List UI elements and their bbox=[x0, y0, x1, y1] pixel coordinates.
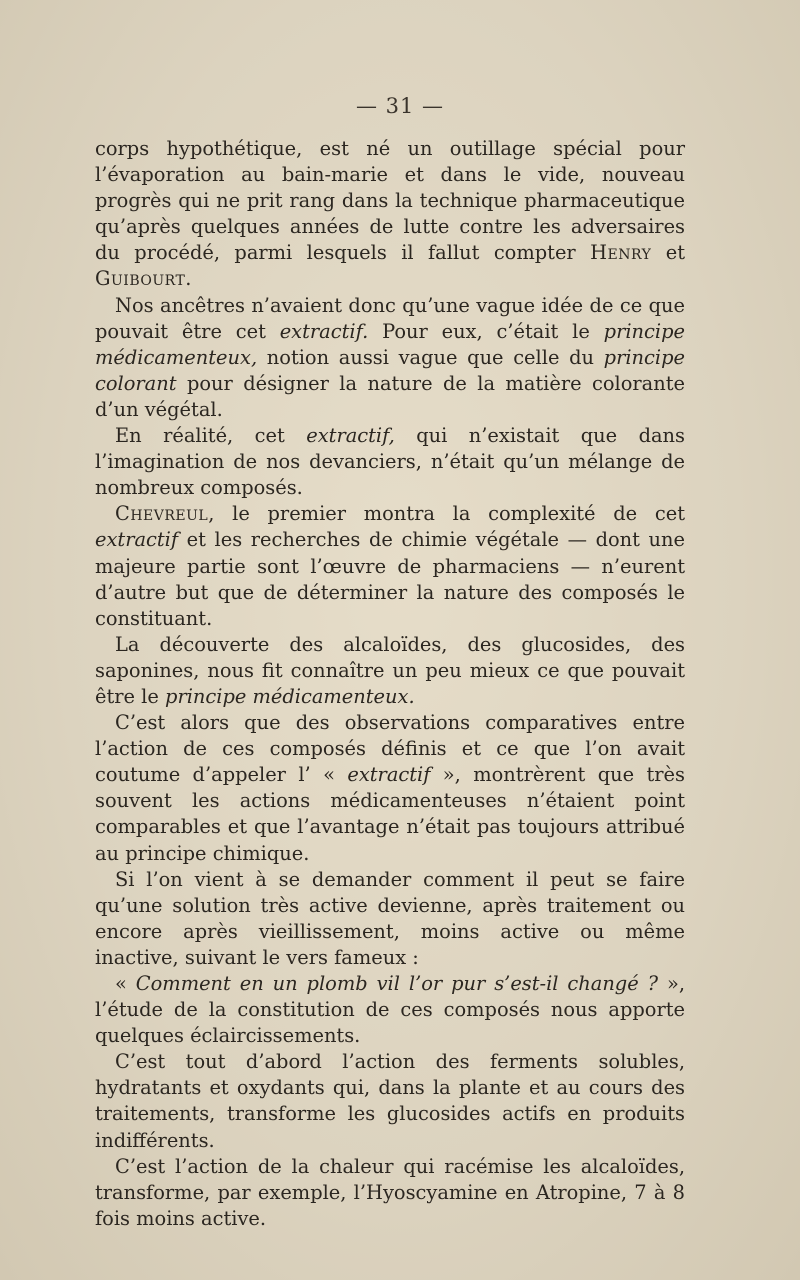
paragraph-ancetres bbox=[95, 293, 685, 423]
paragraph-quotation bbox=[95, 971, 685, 1049]
author-name-chevreul: Chevreul bbox=[115, 502, 209, 526]
paragraph-chaleur bbox=[95, 1154, 685, 1232]
paragraph-text: qui n’existait que dans l’imagination de nos devanciers, n’était qu’un mélange de nombreux composés. bbox=[95, 424, 685, 500]
paragraph-text: notion aussi vague que celle du bbox=[257, 345, 604, 369]
paragraph-ferments bbox=[95, 1049, 685, 1153]
paragraph-text: La découverte des alcaloïdes, des glucosides, des saponines, nous fit connaître un peu mieux ce que pouvait être le bbox=[95, 632, 685, 708]
paragraph-text: C’est tout d’abord l’action des ferments solubles, hydratants et oxydants qui, dans la plante et au cours des traitements, transforme les glucosides actifs en produits indifférents. bbox=[95, 1050, 685, 1152]
paragraph-text: Pour eux, c’était le bbox=[368, 319, 604, 343]
italic-term: extractif, bbox=[306, 424, 395, 448]
author-name-henry: Henry bbox=[590, 241, 652, 265]
paragraph-text: et les recherches de chimie végétale — dont une majeure partie sont l’œuvre de pharmaciens — n’eurent d’autre but que de déterminer la nature des composés le constituant. bbox=[95, 528, 685, 630]
paragraph-text: C’est alors que des observations comparatives entre l’action de ces composés définis et ce que l’on avait coutume d’appeler l’ « bbox=[95, 711, 685, 787]
paragraph-realite bbox=[95, 423, 685, 501]
italic-term: extractif. bbox=[279, 319, 369, 343]
page-number: — 31 — bbox=[355, 94, 445, 118]
conjunction: et bbox=[651, 241, 686, 265]
paragraph-text: », montrèrent que très souvent les actions médicamenteuses n’étaient point comparables et que l’avantage n’était pas toujours attribué au principe chimique. bbox=[95, 763, 685, 865]
italic-term: extractif bbox=[347, 763, 431, 787]
paragraph-solution bbox=[95, 867, 685, 971]
italic-term: principe médicamenteux. bbox=[165, 684, 415, 708]
italic-term: principe médicamenteux, bbox=[95, 319, 685, 369]
paragraph-text: Si l’on vient à se demander comment il peut se faire qu’une solution très active devienne, après traitement ou encore après vieillissement, moins active ou même inactive, suivant le vers fameux : bbox=[95, 867, 685, 969]
italic-term: extractif bbox=[95, 528, 179, 552]
paragraph-text: Nos ancêtres n’avaient donc qu’une vague idée de ce que pouvait être cet bbox=[95, 293, 685, 343]
paragraph-text: En réalité, cet bbox=[115, 424, 307, 448]
paragraph-text: corps hypothétique, est né un outillage spécial pour l’évaporation au bain-marie et dans le vide, nouveau progrès qui ne prit rang dans la technique pharmaceutique qu’après quelques années de lutte contre les adversaires du procédé, parmi lesquels il fallut compter bbox=[95, 137, 685, 265]
paragraph-decouverte bbox=[95, 632, 685, 710]
body-text bbox=[95, 136, 685, 1232]
paragraph-text: pour désigner la nature de la matière colorante d’un végétal. bbox=[95, 371, 685, 421]
paragraph-chevreul bbox=[95, 501, 685, 631]
author-name-guibourt: Guibourt bbox=[95, 267, 186, 291]
paragraph-text: , le premier montra la complexité de cet bbox=[208, 502, 685, 526]
quote-mark: « bbox=[115, 972, 136, 995]
paragraph-text: », l’étude de la constitution de ces composés nous apporte quelques éclaircissements. bbox=[95, 972, 685, 1048]
paragraph-continuation bbox=[95, 136, 685, 293]
paragraph-text: C’est l’action de la chaleur qui racémise les alcaloïdes, transforme, par exemple, l’Hyoscyamine en Atropine, 7 à 8 fois moins active. bbox=[95, 1154, 685, 1230]
italic-term: principe colorant bbox=[95, 345, 685, 395]
italic-quotation: Comment en un plomb vil l’or pur s’est-il changé ? bbox=[135, 972, 659, 995]
punctuation: . bbox=[185, 267, 192, 291]
paragraph-observations bbox=[95, 710, 685, 867]
